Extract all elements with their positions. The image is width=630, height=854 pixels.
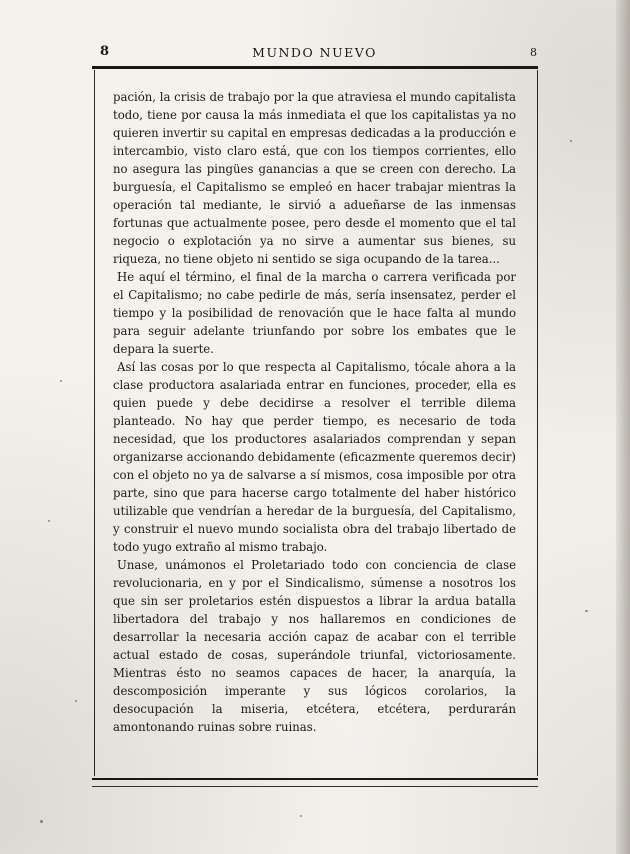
running-title: MUNDO NUEVO: [252, 45, 377, 60]
paragraph-4: Unase, unámonos el Proletariado todo con conciencia de clase revolucionaria, en y por el Sindicalismo, súmense a nosotros los que sin ser proletarios estén dispuestos a librar la ardua batalla libertadora del trabajo y nos hallaremos en condiciones de desarrollar la necesaria acción capaz de acabar con el terrible actual estado de cosas, superándole triunfal, victoriosamente. Mientras ésto no seamos capaces de hacer, la anarquía, la descomposición imperante y sus lógicos corolarios, la desocupación la miseria, etcétera, etcétera, perdurarán amontonando ruinas sobre ruinas.: [113, 558, 516, 734]
ink-speck: [40, 820, 43, 823]
ink-speck: [60, 380, 62, 382]
ink-speck: [585, 610, 588, 612]
paragraph-2: He aquí el término, el final de la marcha o carrera verificada por el Capitalismo; no cabe pedirle de más, sería insensatez, perder el tiempo y la posibilidad de renovación que le hace falta al mundo para seguir adelante triunfando por sobre los embates que le depara la suerte.: [113, 270, 516, 356]
paragraph-3: Así las cosas por lo que respecta al Capitalismo, tócale ahora a la clase productora asalariada entrar en funciones, proceder, ella es quien puede y debe decidirse a resolver el terrible dilema planteado. No hay que perder tiempo, es necesario de toda necesidad, que los productores asalariados comprendan y sepan organizarse accionando debidamente (eficazmente queremos decir) con el objeto no ya de salvarse a sí mismos, cosa imposible por otra parte, sino que para hacerse cargo totalmente del haber histórico utilizable que vendrían a heredar de la burguesía, del Capitalismo, y construir el nuevo mundo socialista obra del trabajo libertado de todo yugo extraño al mismo trabajo.: [113, 360, 516, 554]
page-header: [92, 44, 537, 62]
frame-right-border: [537, 70, 538, 776]
paragraph-1: pación, la crisis de trabajo por la que atraviesa el mundo capitalista todo, tiene por causa la más inmediata el que los capitalistas ya no quieren invertir su capital en empresas dedicadas a la producción e intercambio, visto claro está, que con los tiempos corrientes, ello no asegura las pingües ganancias a que se creen con derecho. La burguesía, el Capitalismo se empleó en hacer trabajar mientras la operación tal mediante, le sirvió a adueñarse de las inmensas fortunas que actualmente posee, pero desde el momento que el tal negocio o explotación ya no sirve a aumentar sus bienes, su riqueza, no tiene objeto ni sentido se siga ocupando de la tarea...: [113, 90, 516, 266]
page-number-right: 8: [530, 46, 537, 59]
article-body: [113, 88, 516, 736]
ink-speck: [48, 520, 50, 522]
ink-speck: [570, 140, 572, 142]
ink-speck: [75, 700, 77, 702]
footer-rule-thin: [92, 786, 538, 787]
header-rule: [92, 66, 538, 69]
page-edge-shadow: [616, 0, 630, 854]
page-number-left: 8: [100, 44, 110, 59]
frame-left-border: [94, 70, 95, 776]
footer-rule: [92, 778, 538, 780]
ink-speck: [300, 815, 302, 817]
